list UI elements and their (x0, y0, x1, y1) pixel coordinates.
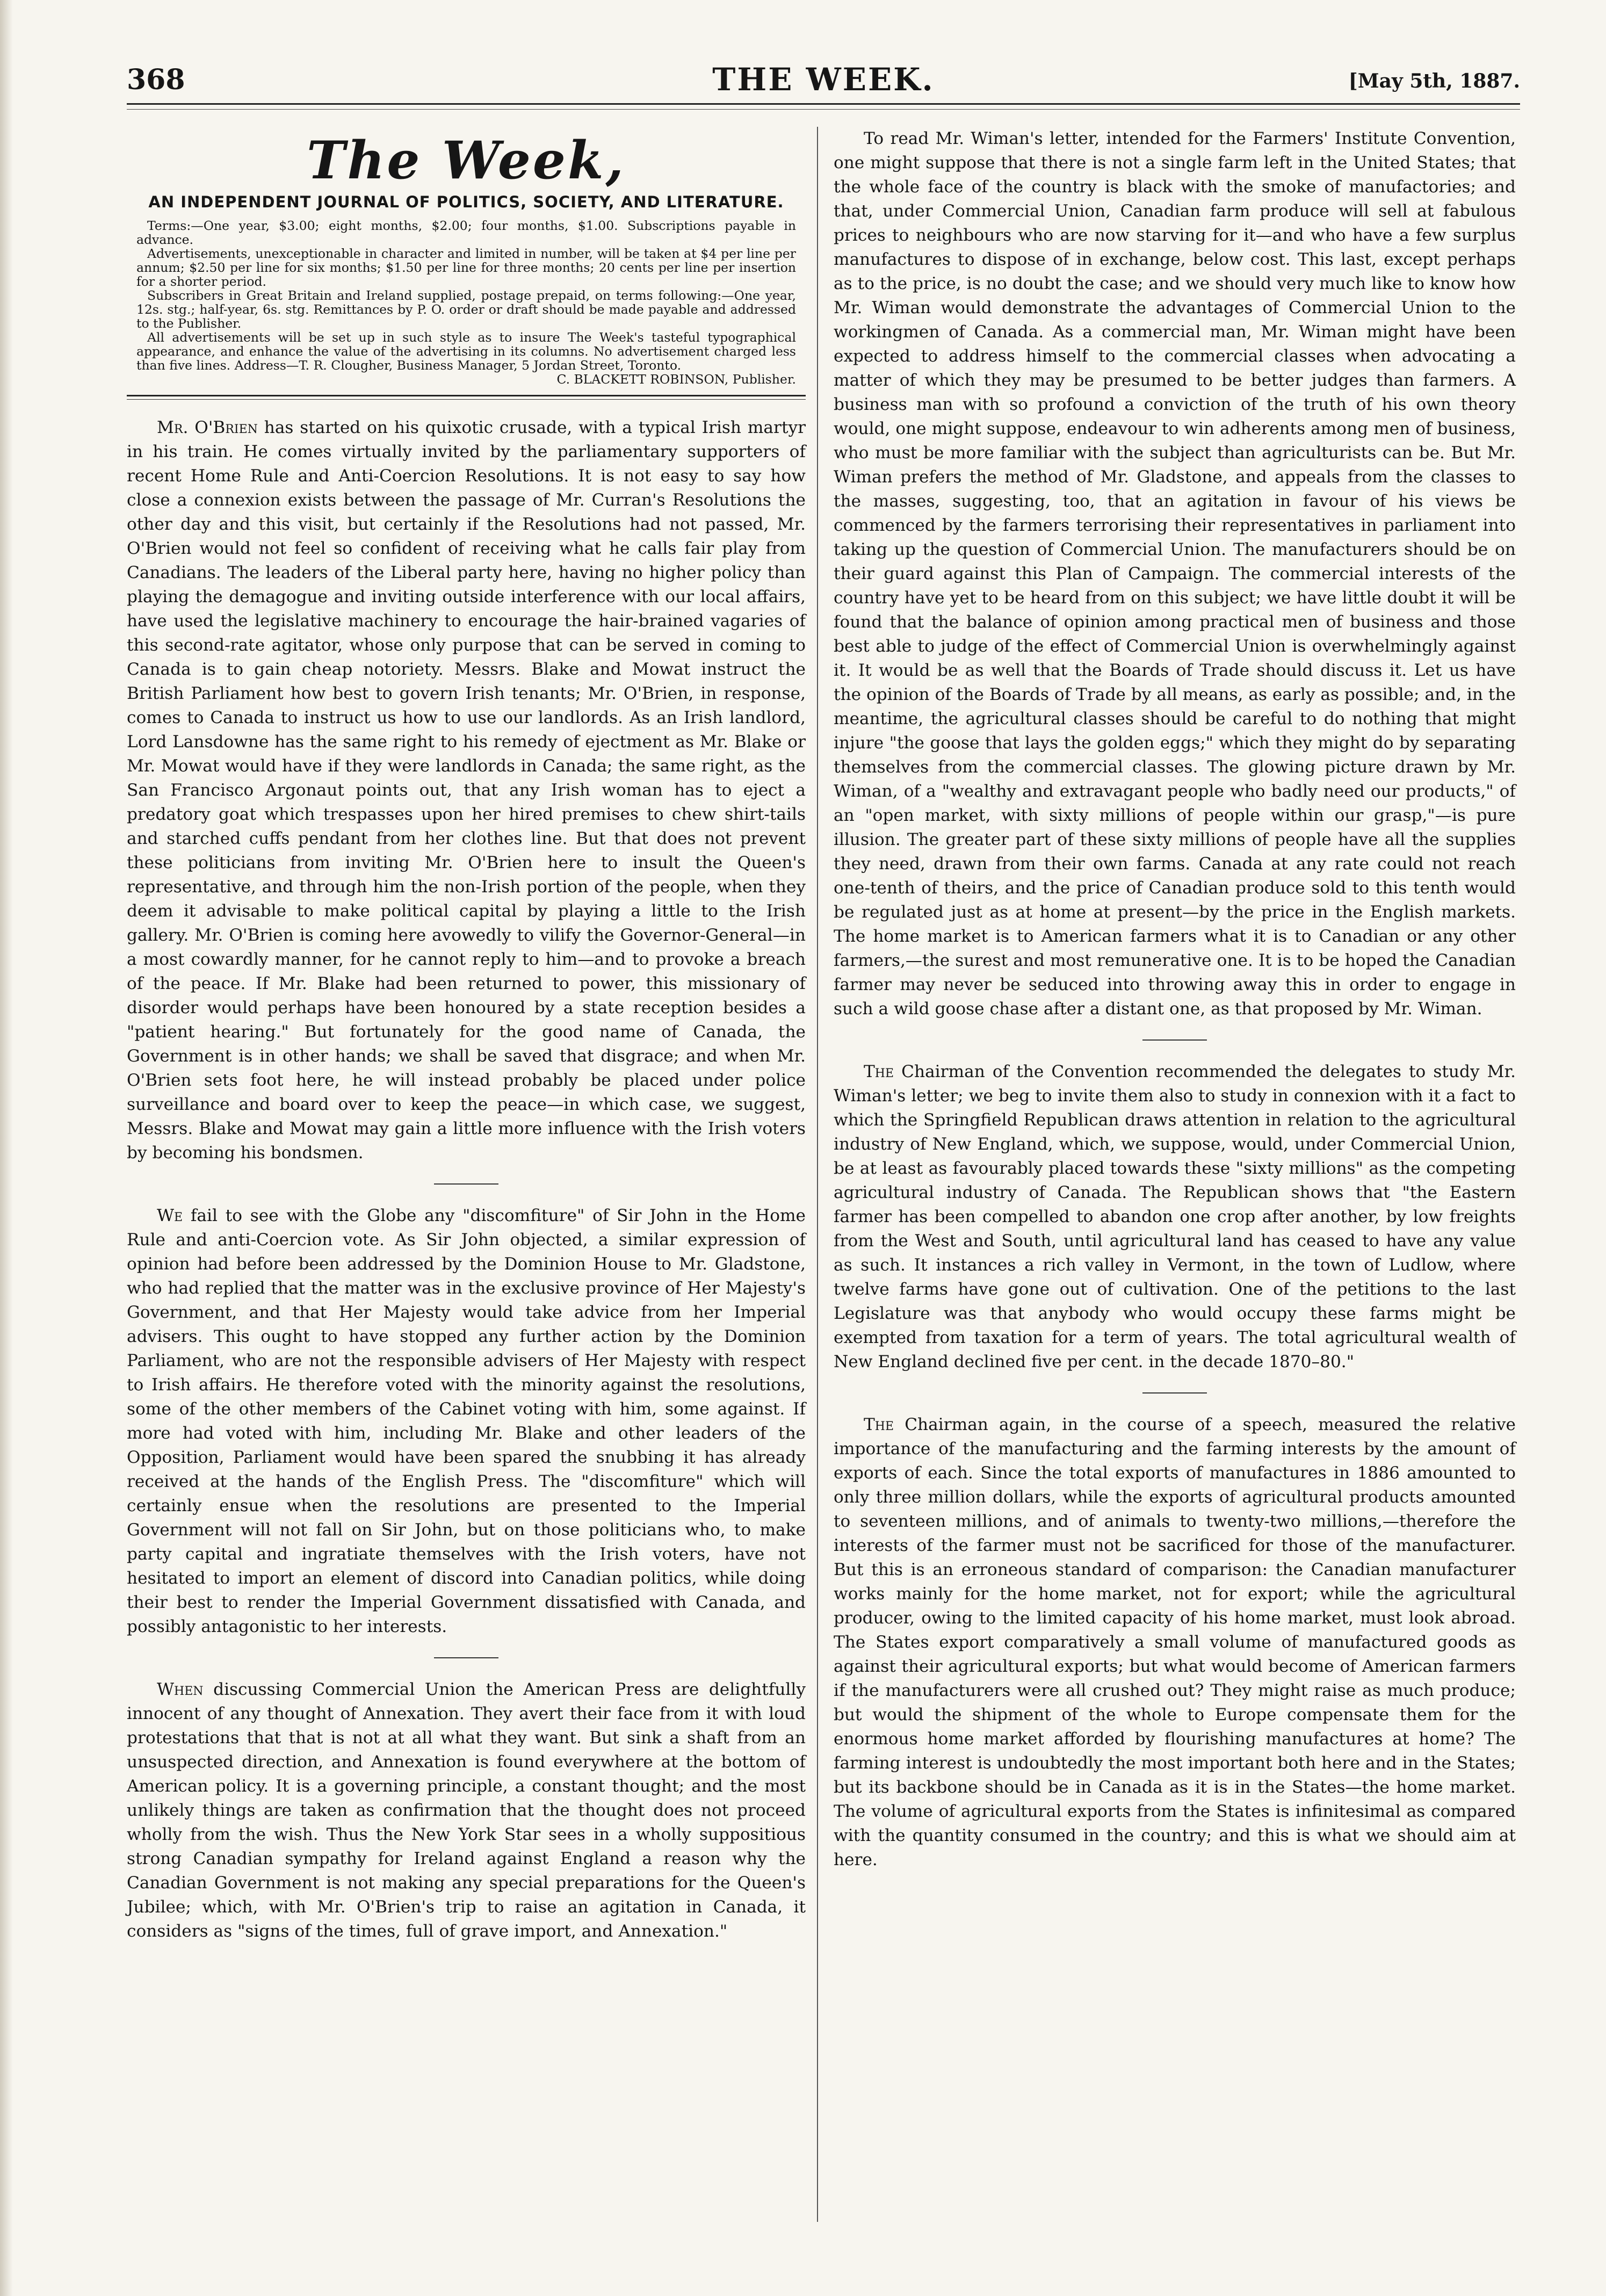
paragraph-lead: We (157, 1206, 183, 1225)
article-paragraph (834, 1060, 1516, 1374)
masthead-rule (127, 395, 806, 400)
journal-title: THE WEEK. (712, 61, 935, 98)
masthead-subtitle: AN INDEPENDENT JOURNAL OF POLITICS, SOCIETY, AND LITERATURE. (148, 193, 784, 211)
issue-date: [May 5th, 1887. (1348, 70, 1520, 92)
subscription-terms (136, 219, 796, 386)
paragraph-text: fail to see with the Globe any "discomfiture" of Sir John in the Home Rule and anti-Coercion vote. As Sir John objected, a similar expression of opinion had before been addressed by the Dominion House to Mr. Gladstone, who had replied that the matter was in the exclusive province of Her Majesty's Government, and that Her Majesty would take advice from her Imperial advisers. This ought to have stopped any further action by the Dominion Parliament, who are not the responsible advisers of Her Majesty with respect to Irish affairs. He therefore voted with the minority against the resolutions, some of the other members of the Cabinet voting with him, some against. If more had voted with him, including Mr. Blake and other leaders of the Opposition, Parliament would have been spared the snubbing it has already received at the hands of the English Press. The "discomfiture" which will certainly ensue when the resolutions are presented to the Imperial Government will not fall on Sir John, but on those politicians who, to make party capital and ingratiate themselves with the Irish voters, have not hesitated to import an element of discord into Canadian politics, while doing their best to render the Imperial Government dissatisfied with Canada, and possibly antagonistic to her interests. (127, 1206, 806, 1636)
section-separator (1142, 1039, 1207, 1041)
article-paragraph (127, 1204, 806, 1639)
paragraph-text: has started on his quixotic crusade, with a typical Irish martyr in his train. He comes virtually invited by the parliamentary supporters of recent Home Rule and Anti-Coercion Resolutions. It is not easy to say how close a connexion exists between the passage of Mr. Curran's Resolutions the other day and this visit, but certainly if the Resolutions had not passed, Mr. O'Brien would not feel so confident of receiving what he calls fair play from Canadians. The leaders of the Liberal party here, having no higher policy than playing the demagogue and inviting outside interference with our local affairs, have used the legislative machinery to encourage the hair-brained vagaries of this second-rate agitator, whose only purpose that can be served in coming to Canada is to gain cheap notoriety. Messrs. Blake and Mowat instruct the British Parliament how best to govern Irish tenants; Mr. O'Brien, in response, comes to Canada to instruct us how to use our landlords. As an Irish landlord, Lord Lansdowne has the same right to his remedy of ejectment as Mr. Blake or Mr. Mowat would have if they were landlords in Canada; the same right, as the San Francisco Argonaut points out, that any Irish woman has to eject a predatory goat which trespasses upon her hired premises to chew shirt-tails and starched cuffs pendant from her clothes line. But that does not prevent these politicians from inviting Mr. O'Brien here to insult the Queen's representative, and through him the non-Irish portion of the people, when they deem it advisable to make political capital by playing a little to the Irish gallery. Mr. O'Brien is coming here avowedly to vilify the Governor-General—in a most cowardly manner, for he cannot reply to him—and to provoke a breach of the peace. If Mr. Blake had been returned to power, this missionary of disorder would perhaps have been honoured by a state reception besides a "patient hearing." But fortunately for the good name of Canada, the Government is in other hands; we shall be saved that disgrace; and when Mr. O'Brien sets foot here, he will instead probably be placed under police surveillance and board over to keep the peace—in which case, we suggest, Messrs. Blake and Mowat may gain a little more influence with the Irish voters by becoming his bondsmen. (127, 418, 806, 1163)
masthead-title: The Week, (307, 130, 626, 191)
running-head (127, 63, 1520, 106)
article-paragraph (834, 127, 1516, 1021)
terms-line: Advertisements, unexceptionable in character and limited in number, will be taken at $4 per line per annum; $2.50 per line for six months; $1.50 per line for three months; 20 cents per line per insertion for a shorter period. (136, 246, 796, 289)
section-separator (1142, 1392, 1207, 1394)
column-divider (817, 127, 818, 2222)
paragraph-text: Chairman again, in the course of a speech, measured the relative importance of the manufacturing and the farming interests by the amount of exports of each. Since the total exports of manufactures in 1886 amounted to only three million dollars, while the exports of agricultural products amounted to seventeen millions, and of animals to twenty-two millions,—therefore the interests of the farmer must not be sacrificed for those of the manufacturer. But this is an erroneous standard of comparison: the Canadian manufacturer works mainly for the home market, not for export; while the agricultural producer, owing to the limited capacity of his home market, must look abroad. The States export comparatively a small volume of manufactured goods as against their agricultural exports; but what would become of American farmers if the manufacturers were all crushed out? They might raise as much produce; but would the shipment of the whole to Europe compensate them for the enormous home market afforded by flourishing manufactures at home? The farming interest is undoubtedly the most important both here and in the States; but its backbone should be in Canada as it is in the States—the home market. The volume of agricultural exports from the States is infinitesimal as compared with the quantity consumed in the country; and this is what we should aim at here. (834, 1415, 1516, 1869)
terms-line: Subscribers in Great Britain and Ireland supplied, postage prepaid, on terms following:—One year, 12s. stg.; half-year, 6s. stg. Remittances by P. O. order or draft should be made payable and addressed to the Publisher. (136, 288, 796, 331)
paragraph-lead: The (864, 1062, 894, 1081)
paragraph-text: Chairman of the Convention recommended the delegates to study Mr. Wiman's letter; we beg to invite them also to study in connexion with it a fact to which the Springfield Republican draws attention in relation to the agricultural industry of New England, which, we suppose, would, under Commercial Union, be at least as favourably placed towards these "sixty millions" as the competing agricultural industry of Canada. The Republican shows that "the Eastern farmer has been compelled to abandon one crop after another, by low freights from the West and South, until agricultural land has ceased to have any value as such. It instances a rich valley in Vermont, in the town of Ludlow, where twelve farms have gone out of cultivation. One of the petitions to the last Legislature was that anybody who would occupy these farms might be exempted from taxation for a term of years. The total agricultural wealth of New England declined five per cent. in the decade 1870–80." (834, 1062, 1516, 1371)
paragraph-text: To read Mr. Wiman's letter, intended for the Farmers' Institute Convention, one might suppose that there is not a single farm left in the United States; that the whole face of the country is black with the smoke of manufactories; and that, under Commercial Union, Canadian farm produce will sell at fabulous prices to neighbours who are now starving for it—and who have a few surplus manufactures to dispose of in exchange, below cost. This last, except perhaps as to the price, is no doubt the case; and we should very much like to know how Mr. Wiman would demonstrate the advantages of Commercial Union to the workingmen of Canada. As a commercial man, Mr. Wiman might have been expected to address himself to the commercial classes when advocating a matter of which they may be presumed to be better judges than farmers. A business man with so profound a conviction of the truth of his own theory would, one might suppose, endeavour to win adherents among men of business, who must be more familiar with the subject than agriculturists can be. But Mr. Wiman prefers the method of Mr. Gladstone, and appeals from the classes to the masses, suggesting, too, that an agitation in favour of his views be commenced by the farmers terrorising their representatives in parliament into taking up the question of Commercial Union. The manufacturers should be on their guard against this Plan of Campaign. The commercial interests of the country have yet to be heard from on this subject; we have little doubt it will be found that the balance of opinion among practical men of business and those best able to judge of the effect of Commercial Union is overwhelmingly against it. It would be as well that the Boards of Trade should discuss it. Let us have the opinion of the Boards of Trade by all means, as early as possible; and, in the meantime, the agricultural classes should be careful to do nothing that might injure "the goose that lays the golden eggs;" which they might do by separating themselves from the commercial classes. The glowing picture drawn by Mr. Wiman, of a "wealthy and extravagant people who badly need our products," of an "open market, with sixty millions of people within our grasp,"—is pure illusion. The greater part of these sixty millions of people have all the supplies they need, drawn from their own farms. Canada at any rate could not reach one-tenth of theirs, and the price of Canadian produce sold to this tenth would be regulated just as at home at present—by the price in the English markets. The home market is to American farmers what it is to Canadian or any other farmers,—the surest and most remunerative one. It is to be hoped the Canadian farmer may never be seduced into throwing away this in order to engage in such a wild goose chase after a distant one, as that proposed by Mr. Wiman. (834, 129, 1516, 1019)
right-column (834, 127, 1516, 1872)
publisher-line: C. BLACKETT ROBINSON, Publisher. (556, 372, 796, 387)
header-rule (127, 103, 1520, 110)
page-number: 368 (127, 63, 185, 96)
section-separator (434, 1183, 498, 1185)
paragraph-lead: When (157, 1680, 204, 1699)
paragraph-lead: Mr. O'Brien (157, 418, 258, 437)
paragraph-text: discussing Commercial Union the American Press are delightfully innocent of any thought of Annexation. They avert their face from it with loud protestations that that is not at all what they want. But sink a shaft from an unsuspected direction, and Annexation is found everywhere at the bottom of American policy. It is a governing principle, a constant thought; and the most unlikely things are taken as confirmation that the thought does not proceed wholly from the wish. Thus the New York Star sees in a wholly suppositious strong Canadian sympathy for Ireland against England a reason why the Canadian Government is not making any special preparations for the Queen's Jubilee; which, with Mr. O'Brien's trip to raise an agitation in Canada, it considers as "signs of the times, full of grave import, and Annexation." (127, 1680, 806, 1941)
article-paragraph (834, 1413, 1516, 1872)
left-column (127, 127, 806, 1944)
terms-line: Terms:—One year, $3.00; eight months, $2.00; four months, $1.00. Subscriptions payable in advance. (136, 218, 796, 247)
section-separator (434, 1657, 498, 1658)
page-edge (0, 0, 13, 2296)
terms-line: All advertisements will be set up in such style as to insure The Week's tasteful typographical appearance, and enhance the value of the advertising in its columns. No advertisement charged less than five lines. Address—T. R. Clougher, Business Manager, 5 Jordan Street, Toronto. (136, 330, 796, 373)
article-paragraph (127, 416, 806, 1165)
article-paragraph (127, 1678, 806, 1944)
paragraph-lead: The (864, 1415, 894, 1434)
